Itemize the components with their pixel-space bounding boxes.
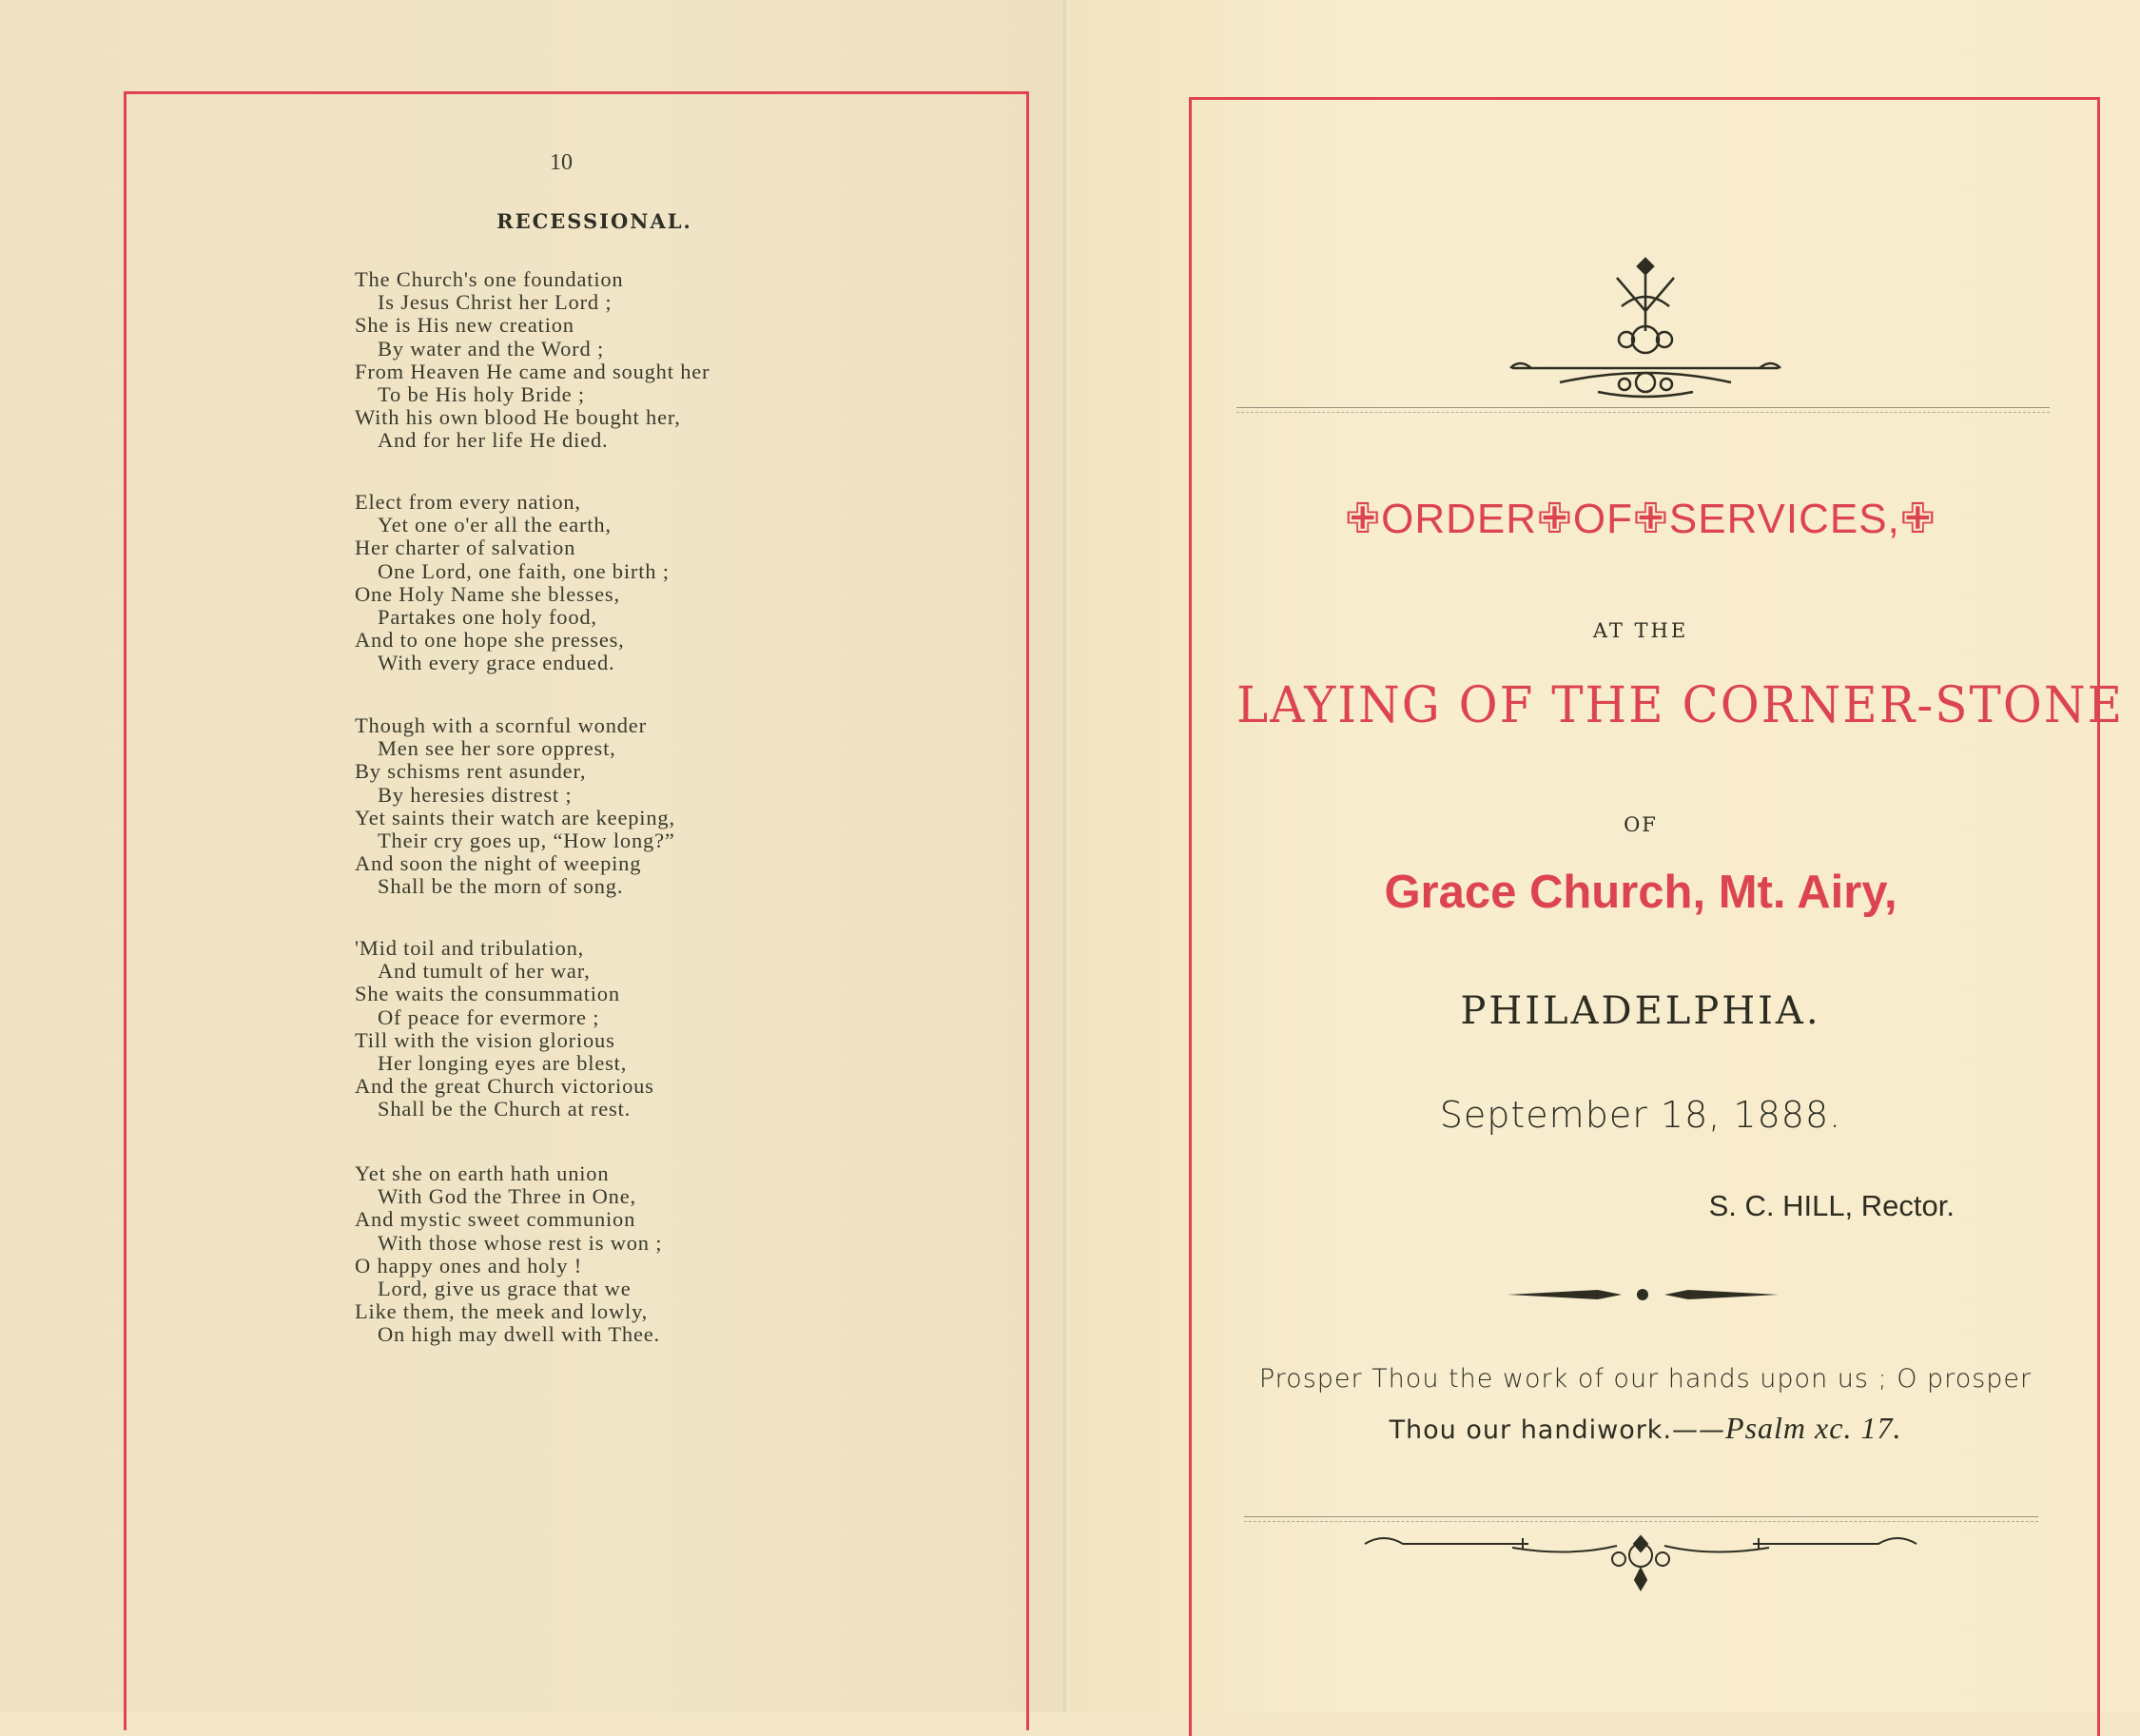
bottom-rule	[1244, 1516, 2038, 1522]
verse-line: Men see her sore opprest,	[378, 736, 616, 761]
of-label: OF	[1624, 813, 1658, 836]
verse-line: And tumult of her war,	[378, 959, 591, 984]
verse-line: The Church's one foundation	[355, 267, 624, 291]
verse-line: Yet saints their watch are keeping,	[355, 805, 675, 829]
stanza	[355, 268, 710, 453]
verse-line: Their cry goes up, “How long?”	[378, 829, 675, 853]
city-name: PHILADELPHIA.	[1460, 989, 1821, 1033]
hymn-title: RECESSIONAL.	[496, 209, 692, 233]
verse-line: She is His new creation	[355, 313, 574, 338]
verse-line: From Heaven He came and sought her	[355, 359, 710, 383]
verse-line: With every grace endued.	[378, 651, 615, 675]
church-name: Grace Church, Mt. Airy,	[1384, 867, 1897, 918]
verse-line: Though with a scornful wonder	[355, 713, 647, 737]
stanza	[355, 1162, 662, 1347]
stanza	[355, 714, 675, 899]
page-number: 10	[550, 150, 573, 175]
event-date: September 18, 1888.	[1439, 1094, 1842, 1136]
page-spine	[1063, 0, 1069, 1712]
laying-heading: LAYING OF THE CORNER-STONE	[1236, 675, 2125, 734]
bottom-ornament-icon	[1360, 1527, 1921, 1603]
verse-line: And soon the night of weeping	[355, 851, 642, 876]
divider-ornament-icon	[1508, 1284, 1779, 1305]
verse-line: Her longing eyes are blest,	[378, 1051, 628, 1076]
verse-line: By schisms rent asunder,	[355, 759, 587, 784]
verse-line: Yet one o'er all the earth,	[378, 513, 612, 537]
verse-line: And to one hope she presses,	[355, 628, 625, 653]
scripture-quote-line-2	[1227, 1411, 2064, 1446]
quote-source: Psalm xc. 17.	[1725, 1411, 1902, 1445]
verse-line: One Holy Name she blesses,	[355, 581, 620, 606]
order-of-services-heading: ✙ORDER✙OF✙SERVICES,✙	[1345, 496, 1936, 542]
top-ornament-icon	[1503, 249, 1788, 411]
verse-line: Partakes one holy food,	[378, 605, 597, 630]
verse-line: O happy ones and holy !	[355, 1253, 582, 1278]
verse-line: By water and the Word ;	[378, 336, 604, 361]
verse-line: Till with the vision glorious	[355, 1027, 615, 1052]
verse-line: 'Mid toil and tribulation,	[355, 936, 585, 960]
verse-line: With his own blood He bought her,	[355, 405, 681, 430]
verse-line: One Lord, one faith, one birth ;	[378, 558, 670, 583]
verse-line: And for her life He died.	[378, 428, 609, 453]
scripture-quote-line-1: Prosper Thou the work of our hands upon us ; O prosper	[1258, 1364, 2033, 1394]
quote-text: Thou our handiwork.——	[1389, 1415, 1726, 1445]
verse-line: With God the Three in One,	[378, 1184, 636, 1209]
stanza	[355, 937, 654, 1122]
verse-line: Shall be the morn of song.	[378, 874, 624, 899]
verse-line: Shall be the Church at rest.	[378, 1097, 632, 1122]
top-rule	[1236, 407, 2050, 413]
rector-name: S. C. HILL, Rector.	[1708, 1189, 1955, 1222]
verse-line: By heresies distrest ;	[378, 782, 573, 807]
verse-line: She waits the consummation	[355, 982, 620, 1006]
verse-line: Is Jesus Christ her Lord ;	[378, 290, 613, 315]
verse-line: To be His holy Bride ;	[378, 382, 585, 407]
verse-line: And mystic sweet communion	[355, 1207, 636, 1232]
verse-line: And the great Church victorious	[355, 1074, 654, 1099]
verse-line: Like them, the meek and lowly,	[355, 1299, 649, 1324]
verse-line: Her charter of salvation	[355, 536, 576, 560]
stanza	[355, 491, 670, 675]
verse-line: Of peace for evermore ;	[378, 1005, 600, 1029]
verse-line: Lord, give us grace that we	[378, 1277, 632, 1301]
verse-line: Elect from every nation,	[355, 490, 581, 514]
at-the-label: AT THE	[1592, 619, 1689, 642]
verse-line: Yet she on earth hath union	[355, 1161, 610, 1185]
verse-line: With those whose rest is won ;	[378, 1230, 663, 1255]
verse-line: On high may dwell with Thee.	[378, 1322, 660, 1347]
